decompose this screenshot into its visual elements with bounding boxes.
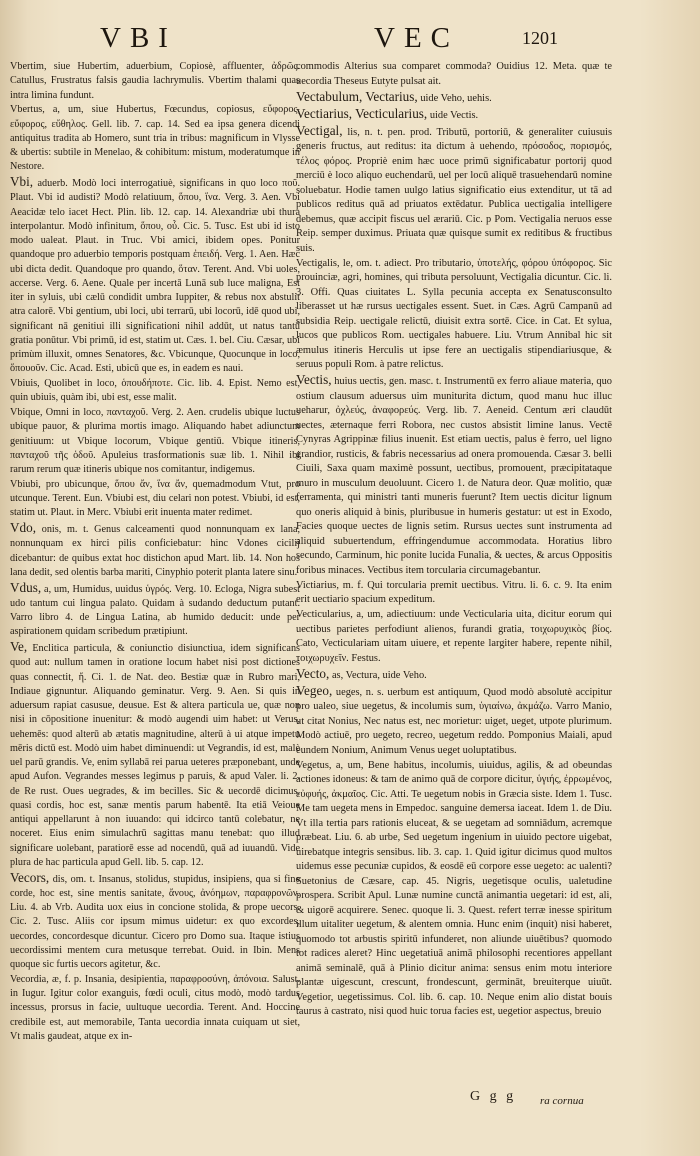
entry-headword: Vegeo, xyxy=(296,682,333,698)
entry-text: Vegetus, a, um, Bene habitus, incolumis, uiuidus, agilis, & ad obeundas actiones idoneus: & tam de animo quā de corpore dicitur, ὑγιής, ἐρρωμένος, εὐφυής, ἀκμαῖος. Cic. Atti. Te uegetum nobis in Græcia siste. Idem 1. Tusc. Me tam uegeta mens in Empedoc. sanguine demersa iaceat. Idem 1. de Diu. Vt illa tertia pars rationis eluceat, & se uegetam ad somniādum, acremque præbeat. Liu. 6. ab urbe, Sed uegetum ingenium in uiuido pectore uigebat, uirebatque integris sensibus. lib. 3. cap. 1. Quid igitur dicimus quod multos uidemus esse pecuniæ cupidos, & eosdē eū corpore esse uegeto: ac ualenti? Suetonius de Cæsare, cap. 45. Nigris, uegetisque oculis, ualetudine prospera. Scribit Apul. Lunæ numine cunctā animantia uegetari: id est, ali, & uigorē acquirere. Senec. quoque li. 3. Quest. refert terræ inesse spiritum illum uitaliter uegetum, & alentem omnia. Hunc enim (inquit) nisi haberet, quomodo tot arbustis spiritū infunderet, non aliunde uiuētibus? quomodo tot radices aleret? Hinc uegetatiuā animā philosophi recentiores appellant animā seminalē, quā à Plinio dicitur anima: sensus enim motu interiore plantæ uigescunt, crescunt, frondescunt, germināt, breuiterque uiuūt. Vegetior, uegetissimus. Col. lib. 6. cap. 10. Neque enim alio distat bouis taurus à castrato, nisi quod huic torua facies est, uegetior aspectus, breuio xyxy=(296,759,612,1017)
dictionary-entry xyxy=(296,90,612,107)
entry-text: Vectigalis, le, om. t. adiect. Pro tributario, ὑποτελής, φόρου ὑπόφορος. Sic prouinciæ, agri, homines, qui tributa persoluunt, Vectigalia dicuntur. Cic. li. 3. Offi. Quas ciuitates L. Sylla pecunia accepta ex Senatusconsulto liberasset ut hæ rursus uectigales essent. Suet. in Cæs. Agrū Campanū ad subsidia Reip. uectigale relictū, diuisit extra sortē. Cice. in Cat. Et sylua, lucos que publicos Rom. uectigales habuere. Liu. Vtrum Annibal hic sit æmulus itineris Herculis ut ipse fere an uectigalis stipendiariusque, & seruus populi Rom. à patre relictus. xyxy=(296,257,612,370)
dictionary-entry xyxy=(296,107,612,124)
entry-headword: Vecto, xyxy=(296,665,330,681)
entry-headword: Vectabulum, Vectarius, xyxy=(296,88,418,104)
dictionary-entry xyxy=(10,406,300,477)
entry-text: Vbique, Omni in loco, πανταχοῦ. Verg. 2. Aen. crudelis ubique luctus ubique pauor, & plurima mortis imago. Aliquando habet adiunctum genitiuum: ut Vbique locorum, Vbique gentiū. Vbique itineris, πανταχοῦ τῆς ὁδοῦ. Apuleius trasformationis suæ lib. 1. Nihil ibi rarum rerum quæ itineris ubique nos comitantur, indigemus. xyxy=(10,407,300,475)
entry-text: Vecticularius, a, um, adiectiuum: unde Vecticularia uita, dicitur eorum qui uectibus parietes perfodiunt alienos, furandi gratia, τοιχωρυχικὸς βίος. Cato, Vecticulariam uitam uiuere, et repente largiter habere, repente nihil, τοιχωρυχεῖν. Festus. xyxy=(296,609,612,664)
dictionary-entry xyxy=(296,667,612,684)
entry-text: dis, om. t. Insanus, stolidus, stupidus, insipiens, qua si fine corde, hoc est, sine mentis sanitate, ἄνους, ἀνόημων, παραφρονῶν. Liu. 4. ab Vrb. Audita uox eius in concione stolida, & prope uecors. Cic. 2. Tusc. Aliis cor ipsum mimus uidetur: ex quo excordes, uecordes, concordesque dicuntur. Cicero pro Domo sua. Itaque istius uecordissimi mentem cura metusque terrebat. Ouid. in Ibin. Mens quoque sic furtis uecors agitetur, &c. xyxy=(10,873,300,970)
entry-text: Vbertus, a, um, siue Hubertus, Fœcundus, copiosus, εὔφορος, εὔφορος, εὔθηλος. Gell. lib. 7. cap. 14. Sed ea ipsa genera dicendi antiquitus tradita ab Homero, sunt tria in tribus: magnificum in Vlysse & ubertis: subtile in Menelao, & cohibitum: mistum, moderatumque in Nestore. xyxy=(10,104,300,173)
entry-text: Vbertim, siue Hubertim, aduerbium, Copiosè, affluenter, ἀδρῶς. Catullus, Frustratus falsis gaudia lachrymulis. Vbertim thalami quas intra limina fundunt. xyxy=(10,61,300,101)
entry-headword: Vectis, xyxy=(296,372,332,387)
entry-text: a, um, Humidus, uuidus ὑγρός. Verg. 10. Ecloga, Nigra subest udo tantum cui lingua palato. Quidam à sudando deductum putant. Varro libro 4. de Lingua Latina, ab humido deducit: unde per aspirationem quidam scribedum prætipiunt. xyxy=(10,583,300,638)
dictionary-entry xyxy=(10,175,300,377)
entry-headword: Vdo, xyxy=(10,520,37,535)
dictionary-entry xyxy=(296,60,612,89)
entry-text: ueges, n. s. uerbum est antiquum, Quod modò absolutè accipitur pro ualeo, siue uegetus, & incolumis sum, ὑγιαίνω, ἀκμάζω. Varro Manio, ut citat Nonius, Nec natus est, nec morietur: uiget, ueget, utpote plurimum. Modò actiuē, pro uegeto, recreo, uegetum reddo. Pomponius Maiali, apud eundem Nonium, Animum Venus ueget uoluptatibus. xyxy=(296,686,612,756)
entry-headword: Vdus, xyxy=(10,579,42,595)
entry-text: Victiarius, m. f. Qui torcularia premit uectibus. Vitru. li. 6. c. 9. Ita enim erit uectiario spacium expeditum. xyxy=(296,579,612,605)
right-column xyxy=(296,60,612,1020)
entry-text: commodis Alterius sua comparet commoda? Ouidius 12. Meta. quæ te uecordia Theseus Eutyte pulsat ait. xyxy=(296,61,612,87)
entry-text: onis, m. t. Genus calceamenti quod nonnunquam ex lana, nonnunquam ex hirci pilis conficiebatur: hinc Vdones cicilij dicebantur: de quibus extat hoc distichon apud Mart. lib. 14. Non hos lana dedit, sed olentis barba mariti, Cinyphio poterit planta latere sinu. xyxy=(10,524,301,578)
entry-text: Vbiubi, pro ubicunque, ὅπου ἄν, ἵνα ἄν, quemadmodum Vtut, pro utcunque. Terent. Eun. Vbiubi est, diu celari non potest. Vbiubi, id est, statim ut. Plaut. in Merc. Vbiubi erit inuenta mater redimet. xyxy=(10,478,300,519)
entry-text: aduerb. Modò loci interrogatiuè, significans in quo loco ποῦ. Plaut. Vbi id audisti? Modò relatiuum, ὅπου, ἵνα. Verg. 3. Aen. Vbi Aeacidæ telo iacet Hect. Plin. lib. 12. cap. 14. Alexandriæ ubi thura interpolantur. Modò infinitum, ὅπου, οὗ. Cic. 5. Tusc. Est ubi id isto modo ualeat. Plaut. in Truc. Vbi amici, ibidem opes. Ponitur quandoque pro aduerbio temporis postquam ἐπειδή. Verg. 1. Aen. Hæc ubi dicta dedit. Quandoque pro quando, ὅταν. Terent. And. Vbi uoles, accerse. Verg. 6. Aene. Quale per incertā Lunā sub luce maligna, Est iter in syluis, ubi cælū condidit umbra Iuppiter, & rebus nox abstulit atra calorē. Vbi gentium, ubi loci, ubi terrarū, ubi locorū, idē quod ubi, significant nā genitiui illi significationi nihil addūt, ut natus tantū gratia ponūtur. Vbi primū, id est, statim ut. Cæs. 1. bel. Ciu. Cæsar, ubi primùm illuxit, omnes Senatores, &c. Vbicunque, Quocunque in loco, ὅπουοῦν. Cic. Acad. Esti, ubicū que es, in eadem es naui. xyxy=(10,178,301,375)
left-column xyxy=(10,60,300,1044)
dictionary-entry xyxy=(10,640,300,870)
dictionary-entry xyxy=(296,684,612,759)
entry-headword: Vectigal, xyxy=(296,122,343,138)
dictionary-entry xyxy=(296,257,612,373)
dictionary-entry xyxy=(296,124,612,257)
entry-text: as, Vectura, uide Veho. xyxy=(331,669,427,681)
dictionary-entry xyxy=(10,377,300,406)
entry-headword: Vectiarius, Vecticularius, xyxy=(296,105,428,121)
dictionary-entry xyxy=(296,608,612,666)
entry-headword: Vbi, xyxy=(10,174,34,189)
entry-text: Vecordia, æ, f. p. Insania, desipientia, παραφροσύνη, ἀπόνοια. Salust. in Iugur. Igitur color exanguis, fœdi oculi, citus modò, modò tardus incessus, prorsus in facie, uultuque uecordia. Terent. And. Hoccine credibile est, aut memorabile, Tanta uecordia innata cuiquam ut siet, Vt malis gaudeat, atque ex in- xyxy=(10,973,300,1042)
dictionary-entry xyxy=(10,521,300,580)
entry-headword: Ve, xyxy=(10,639,28,654)
dictionary-entry xyxy=(10,60,300,103)
dictionary-entry xyxy=(296,579,612,608)
running-head-right: VEC xyxy=(374,22,459,54)
entry-text: uide Veho, uehis. xyxy=(420,92,492,104)
dictionary-entry xyxy=(10,973,300,1044)
entry-headword: Vecors, xyxy=(10,869,50,885)
entry-text: huius uectis, gen. masc. t. Instrumentū ex ferro aliaue materia, quo ostium clausum aduersus uim muniturita dictum, quod manu huc illuc ueharur, ὀχλεύς, ἀναφορεύς. Verg. lib. 7. Aeneid. Centum æri claudūt uectes, æternaque ferri Robora, nec custos absistit limine lanus. Vectē Cynyras Agrippinæ filius inuenit. Est etiam uectis, palus è ferro, uel ligno grandior, rusticis, & fabris necessarius ad onera promouenda. Cæsar 3. belli Ciuili, Saxa quam maximè possunt, uectibus, promouent, præcipitataque muro in musculum deuoluunt. Cicero 1. de Natura deor. Quæ molitio, quæ ferramenta, qui ministri tanti muneris fuerunt? Item uectis dicitur lignum quo oneris aliquid à binis, pluribusue in humeris gestatur: ut est in Exodo, Facies quoque uectes de lignis setim. Rursus uectes sunt instrumenta ad aliquid subuertendum, effringendumue accommodata. Horatius libro secundo, Carminum, hic ponite lucida Funalia, & uectes, & arcus Oppositis foribus minaces. Vectibus item torcularia circumagebantur. xyxy=(296,376,612,576)
dictionary-entry xyxy=(296,373,612,578)
dictionary-entry xyxy=(10,871,300,973)
gathering-signature: G g g xyxy=(470,1089,517,1104)
folio-number: 1201 xyxy=(522,28,558,48)
dictionary-entry xyxy=(296,759,612,1020)
dictionary-entry xyxy=(10,478,300,521)
entry-text: uide Vectis. xyxy=(429,109,479,121)
running-head xyxy=(0,22,700,52)
catchword: ra cornua xyxy=(540,1095,584,1107)
entry-text: lis, n. t. pen. prod. Tributū, portoriū, & generaliter cuiusuis generis fructus, aut reditus: ita dictum à uehendo, πρόσοδος, πορισμός, τέλος φόρος. Propriè enim hæc uoce primū significabatur portorij quod merciū è loco aliquo euchendarū, uel per locū aliquē trasuehendarū nomine soluebatur. Hodie tamen uulgo latius significatio eius extenditur, ut tā ad publicos reditus quā ad priuatos extēdatur. Publica uectigalia intelligere debemus, quæ accipit fiscus uel ærariū. Cic. p Pom. Vectigalia neruos esse Reip. semper duximus. Priuata quæ quisque sumit ex reditibus & fructibus suis. xyxy=(296,126,612,254)
running-head-left: VBI xyxy=(100,22,177,54)
entry-text: Vbiuis, Quolibet in loco, ὁπουδήποτε. Cic. lib. 4. Epist. Nemo est, quin ubiuis, quàm ibi, ubi est, esse malit. xyxy=(10,378,300,404)
dictionary-entry xyxy=(10,103,300,174)
entry-text: Enclitica particula, & coniunctio disiunctiua, idem significans quod aut: nullum tamen in oratione locum habet nisi post dictiones quas connectit, ἤ. Ci. 1. de Nat. deo. Bestiæ quæ in Rubro mari, Indiaue gignuntur. Aliquando geminatur. Verg. 9. Aen. Si quis in aduersum rapiat casusue, deusue. Est & altera particula ue, quæ non nisi in cōpositione inuenitur: & modò augendi uim habet: ut Verus, uehemēs: quod alterū ab ætatis magnitudine, alterū à ui atque impetu mēris dictū est. Modò uim habet diminuendi: ut Vegrandis, id est, malè uel parū grandis. Ve, enim syllabā rei parua ueteres præponebant, unde apud Aufon. Vegrandes messes legimus p paruis, & apud Valer. li. 2. de Re rust. Oues uegrades, & im becilles. Sic & uecordē dicimus, quasi cordis, hoc est, sanæ mentis parum habentē. Ita etiā Veioue antiqui appellarunt à non iuuando: qui idcirco tantū colebatur, ne noceret. Eius enim simulachrū sagittas manu tenebat: quo illud significare uolebant, paratiorē esse ad nocendū, quā ad iuuandū. Vide plura de hac particula apud Gell. lib. 5. cap. 12. xyxy=(10,643,301,868)
dictionary-entry xyxy=(10,581,300,640)
